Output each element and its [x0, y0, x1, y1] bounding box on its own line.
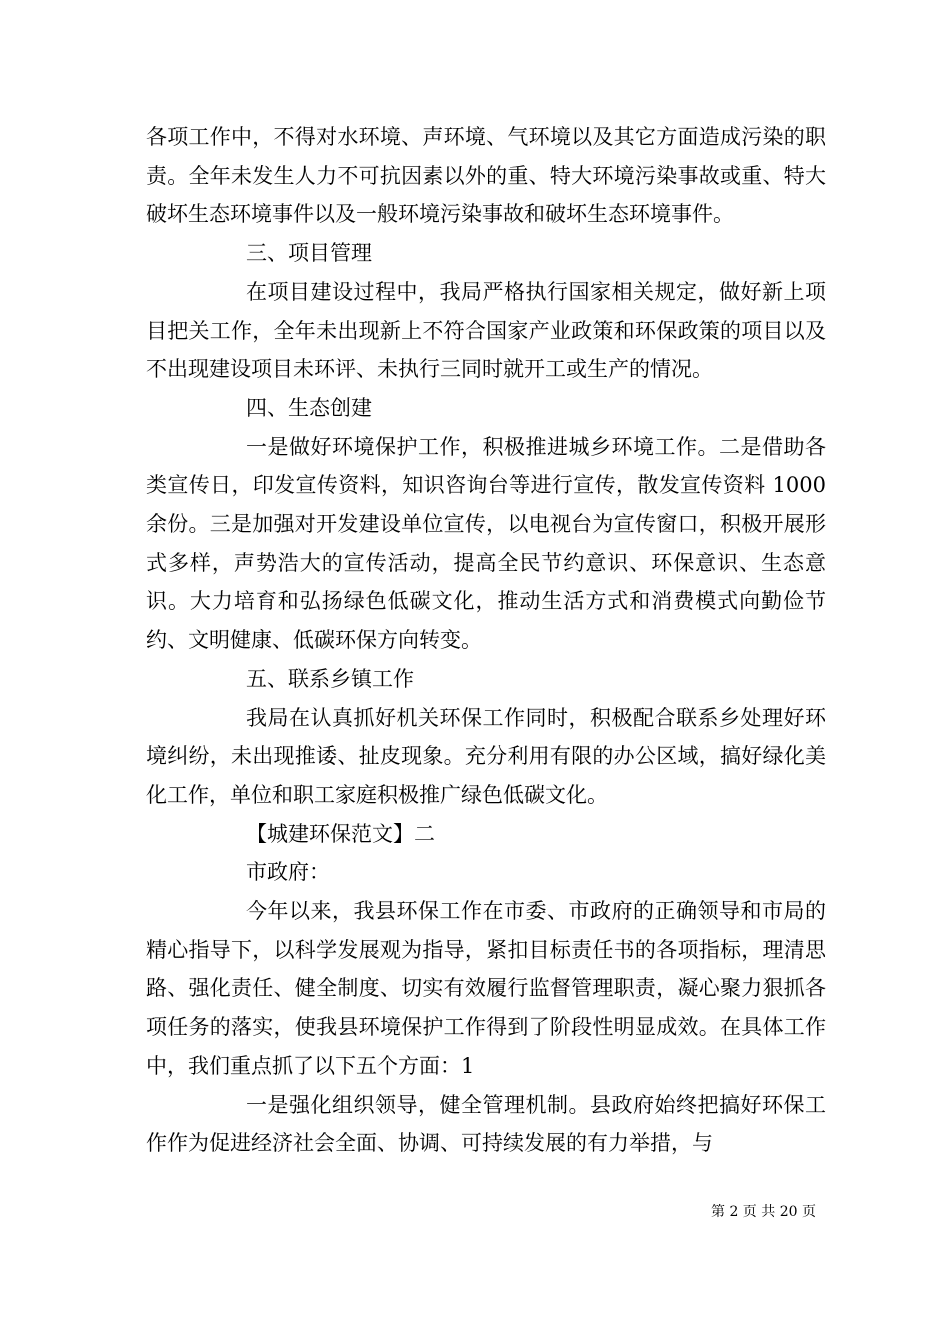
body-text	[146, 118, 826, 1163]
section-heading-ecological-construction: 四、生态创建	[246, 395, 372, 420]
page-number-footer: 第 2 页 共 20 页	[711, 1204, 816, 1220]
paragraph-continuation: 各项工作中，不得对水环境、声环境、气环境以及其它方面造成污染的职责。全年未发生人力不可抗因素以外的重、特大环境污染事故或重、特大破坏生态环境事件以及一般环境污染事故和破坏生态环境事件。	[146, 125, 826, 227]
section-heading-township-liaison: 五、联系乡镇工作	[246, 666, 414, 691]
paragraph-ecological-construction: 一是做好环境保护工作，积极推进城乡环境工作。二是借助各类宣传日，印发宣传资料，知识咨询台等进行宣传，散发宣传资料 1000 余份。三是加强对开发建设单位宣传，以电视台为宣传窗口，积极开展形式多样，声势浩大的宣传活动，提高全民节约意识、环保意识、生态意识。大力培育和弘扬绿色低碳文化，推动生活方式和消费模式向勤俭节约、文明健康、低碳环保方向转变。	[146, 434, 826, 653]
paragraph-township-liaison: 我局在认真抓好机关环保工作同时，积极配合联系乡处理好环境纠纷，未出现推诿、扯皮现象。充分利用有限的办公区域，搞好绿化美化工作，单位和职工家庭积极推广绿色低碳文化。	[146, 705, 826, 807]
paragraph-project-management: 在项目建设过程中，我局严格执行国家相关规定，做好新上项目把关工作，全年未出现新上不符合国家产业政策和环保政策的项目以及不出现建设项目未环评、未执行三同时就开工或生产的情况。	[146, 279, 826, 382]
section-heading-project-management: 三、项目管理	[246, 241, 372, 266]
paragraph-organization-leadership: 一是强化组织领导，健全管理机制。县政府始终把搞好环保工作作为促进经济社会全面、协调、可持续发展的有力举措，与	[146, 1092, 826, 1156]
paragraph-overview: 今年以来，我县环保工作在市委、市政府的正确领导和市局的精心指导下，以科学发展观为指导，紧扣目标责任书的各项指标，理清思路、强化责任、健全制度、切实有效履行监督管理职责，凝心聚力狠抓各项任务的落实，使我县环境保护工作得到了阶段性明显成效。在具体工作中，我们重点抓了以下五个方面：1	[146, 899, 826, 1078]
sample-title: 【城建环保范文】二	[246, 821, 435, 846]
salutation: 市政府：	[246, 860, 330, 885]
